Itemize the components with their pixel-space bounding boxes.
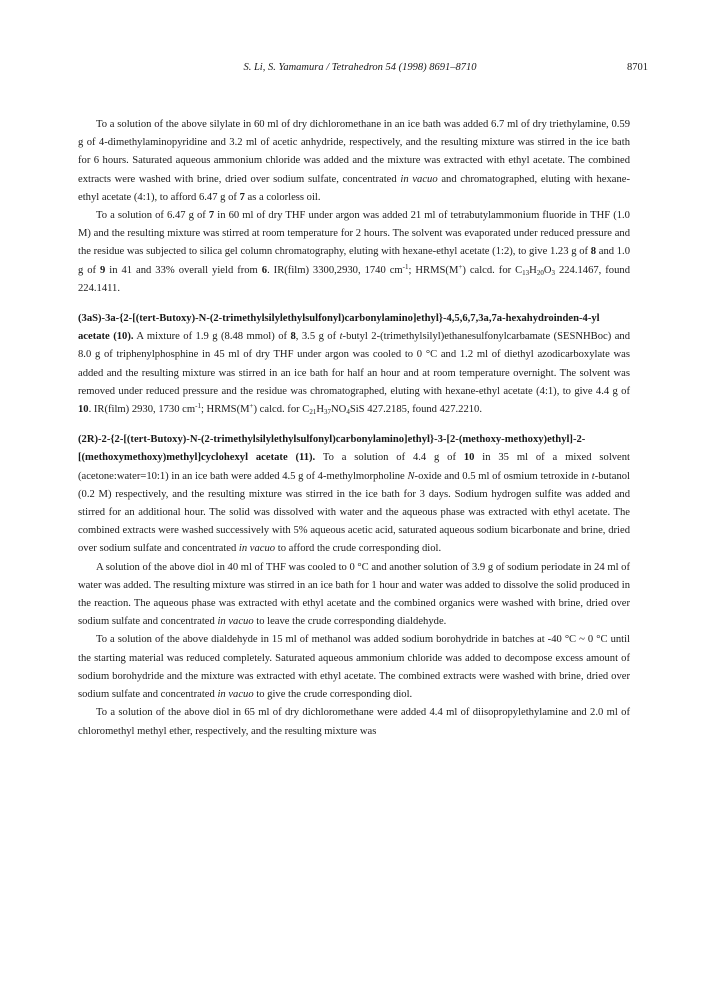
text-run: H bbox=[316, 404, 325, 416]
body-text bbox=[78, 116, 630, 741]
text-run: To a solution of 6.47 g of bbox=[96, 210, 209, 222]
text-run: ) calcd. for C bbox=[462, 264, 523, 276]
paragraph-compound-11 bbox=[78, 431, 630, 558]
text-run: in 35 ml of a mixed solvent (acetone:water=10:1) in an ice bath were added 4.5 g of 4-methylmorpholine bbox=[78, 452, 631, 482]
text-run: To a solution of 4.4 g of bbox=[315, 452, 464, 464]
text-run: to give the crude corresponding diol. bbox=[253, 689, 413, 701]
text-run: H bbox=[529, 264, 537, 276]
text-run: ; HRMS(M bbox=[200, 404, 250, 416]
compound-number: 6 bbox=[261, 264, 268, 276]
paragraph-acetylation bbox=[78, 116, 630, 207]
compound-number: 9 bbox=[100, 264, 106, 276]
compound-number: 7 bbox=[208, 210, 215, 222]
paragraph-mom-protection bbox=[78, 704, 630, 740]
text-run: and chromatographed, eluting with hexane-ethyl acetate (4:1), to afford 6.47 g of bbox=[78, 173, 631, 203]
text-run: A mixture of 1.9 g (8.48 mmol) of bbox=[133, 331, 291, 343]
subscript: 37 bbox=[324, 408, 332, 417]
italic-run: in vacuo bbox=[217, 616, 254, 628]
compound-heading: (2R)-2-{2-[(tert-Butoxy)-N-(2-trimethylsilylethylsulfonyl)carbonylamino]ethyl}-3-[2-(methoxy-methoxy)ethyl]-2-[(methoxymethoxy)methyl]cyclohexyl acetate (11). bbox=[78, 434, 586, 464]
subscript: 4 bbox=[346, 408, 350, 417]
italic-run: t bbox=[591, 470, 595, 482]
italic-run: N bbox=[407, 470, 415, 482]
text-run: To a solution of the above dialdehyde in 15 ml of methanol was added sodium borohydride in batches at -40 °C ~ 0 °C until the starting material was reduced completely. Saturated aqueous ammonium chloride was added to decompose excess amount of sodium borohydride and the mixture was extracted with ethyl acetate. The combined extracts were washed with brine, dried over sodium sulfate and concentrated bbox=[78, 634, 630, 701]
italic-run: in vacuo bbox=[217, 689, 254, 701]
running-header bbox=[0, 62, 720, 78]
text-run: ; HRMS(M bbox=[408, 264, 459, 276]
text-run: to afford the crude corresponding diol. bbox=[275, 543, 442, 555]
subscript: 21 bbox=[309, 408, 317, 417]
paragraph-compound-10 bbox=[78, 310, 630, 419]
text-run: 224.1467, found 224.1411. bbox=[78, 264, 630, 294]
text-run: SiS 427.2185, found 427.2210. bbox=[349, 404, 482, 416]
compound-number: 8 bbox=[590, 246, 597, 258]
italic-run: in vacuo bbox=[238, 543, 276, 555]
superscript: -1 bbox=[195, 402, 201, 411]
compound-number: 8 bbox=[290, 331, 296, 343]
text-run: To a solution of the above silylate in 60 ml of dry dichloromethane in an ice bath was added 6.7 ml of dry triethylamine, 0.59 g of 4-dimethylaminopyridine and 3.2 ml of acetic anhydride, respectively, and the resulting mixture was stirred in the ice bath for 6 hours. Saturated aqueous ammonium chloride was added and the mixture was extracted with ethyl acetate. The combined extracts were washed with brine, dried over sodium sulfate, concentrated bbox=[78, 119, 630, 185]
text-run: -butyl 2-(trimethylsilyl)ethanesulfonylcarbamate (SESNHBoc) and 8.0 g of triphenylphosphine in 45 ml of dry THF under argon was cooled to 0 °C and 1.2 ml of diethyl azodicarboxylate was added and the resulting mixture was stirred in an ice bath for half an hour and at room temperature overnight. The solvent was removed under reduced pressure and the residue was chromatographed, eluting with hexane-ethyl acetate (4:1), to give 4.4 g of bbox=[78, 331, 631, 397]
text-run: ) calcd. for C bbox=[253, 404, 310, 416]
text-run: -butanol (0.2 M) respectively, and the resulting mixture was stirred in the ice bath for 3 days. Sodium hydrogen sulfite was added and stirred for an additional hour. The solid was dissolved with water and the aqueous phase was extracted with ethyl acetate. The combined extracts were washed successively with 5% aqueous acetic acid, saturated aqueous sodium bicarbonate and brine, dried over sodium sulfate and concentrated bbox=[78, 470, 630, 555]
superscript: + bbox=[458, 262, 463, 271]
paragraph-desilylation bbox=[78, 207, 630, 298]
text-run: To a solution of the above diol in 65 ml of dry dichloromethane were added 4.4 ml of diisopropylethylamine and 2.0 ml of chloromethyl methyl ether, respectively, and the resulting mixture was bbox=[78, 707, 630, 737]
text-run: O bbox=[543, 264, 552, 276]
compound-number: 10 bbox=[78, 404, 89, 416]
text-run: in 41 and 33% overall yield from bbox=[105, 264, 262, 276]
paragraph-periodate bbox=[78, 559, 630, 632]
text-run: NO bbox=[331, 404, 347, 416]
compound-number: 7 bbox=[239, 191, 245, 203]
text-run: . IR(film) 2930, 1730 cm bbox=[88, 404, 196, 416]
compound-number: 10 bbox=[463, 452, 475, 464]
text-run: -oxide and 0.5 ml of osmium tetroxide in bbox=[414, 470, 592, 482]
text-run: and 1.0 g of bbox=[78, 246, 630, 276]
text-run: to leave the crude corresponding dialdehyde. bbox=[253, 616, 447, 628]
italic-run: t bbox=[339, 331, 343, 343]
superscript: + bbox=[249, 402, 254, 411]
subscript: 13 bbox=[522, 268, 530, 277]
text-run: in 60 ml of dry THF under argon was added 21 ml of tetrabutylammonium fluoride in THF (1.0 M) and the resulting mixture was stirred at room temperature for 2 hours. The solvent was evaporated under reduced pressure and the residue was subjected to silica gel column chromatography, eluting with hexane-ethyl acetate (1:2), to give 1.23 g of bbox=[78, 210, 630, 258]
text-run: . IR(film) 3300,2930, 1740 cm bbox=[267, 264, 403, 276]
superscript: -1 bbox=[402, 262, 409, 271]
italic-run: in vacuo bbox=[400, 173, 438, 185]
compound-heading: (3aS)-3a-{2-[(tert-Butoxy)-N-(2-trimethylsilylethylsulfonyl)carbonylamino]ethyl}-4,5,6,7,3a,7a-hexahydroinden-4-yl acetate (10). bbox=[78, 313, 600, 343]
paragraph-borohydride bbox=[78, 631, 630, 704]
running-title: S. Li, S. Yamamura / Tetrahedron 54 (1998) 8691–8710 bbox=[243, 62, 477, 73]
subscript: 3 bbox=[551, 268, 555, 277]
page-number: 8701 bbox=[627, 62, 648, 73]
subscript: 20 bbox=[536, 268, 544, 277]
text-run: as a colorless oil. bbox=[244, 191, 321, 203]
text-run: A solution of the above diol in 40 ml of THF was cooled to 0 °C and another solution of 3.9 g of sodium periodate in 24 ml of water was added. The resulting mixture was stirred in an ice bath for 1 hour and water was added to dissolve the solid produced in the reaction. The aqueous phase was extracted with ethyl acetate and the combined organics were washed with brine, dried over sodium sulfate and concentrated bbox=[78, 561, 630, 628]
text-run: , 3.5 g of bbox=[295, 331, 340, 343]
